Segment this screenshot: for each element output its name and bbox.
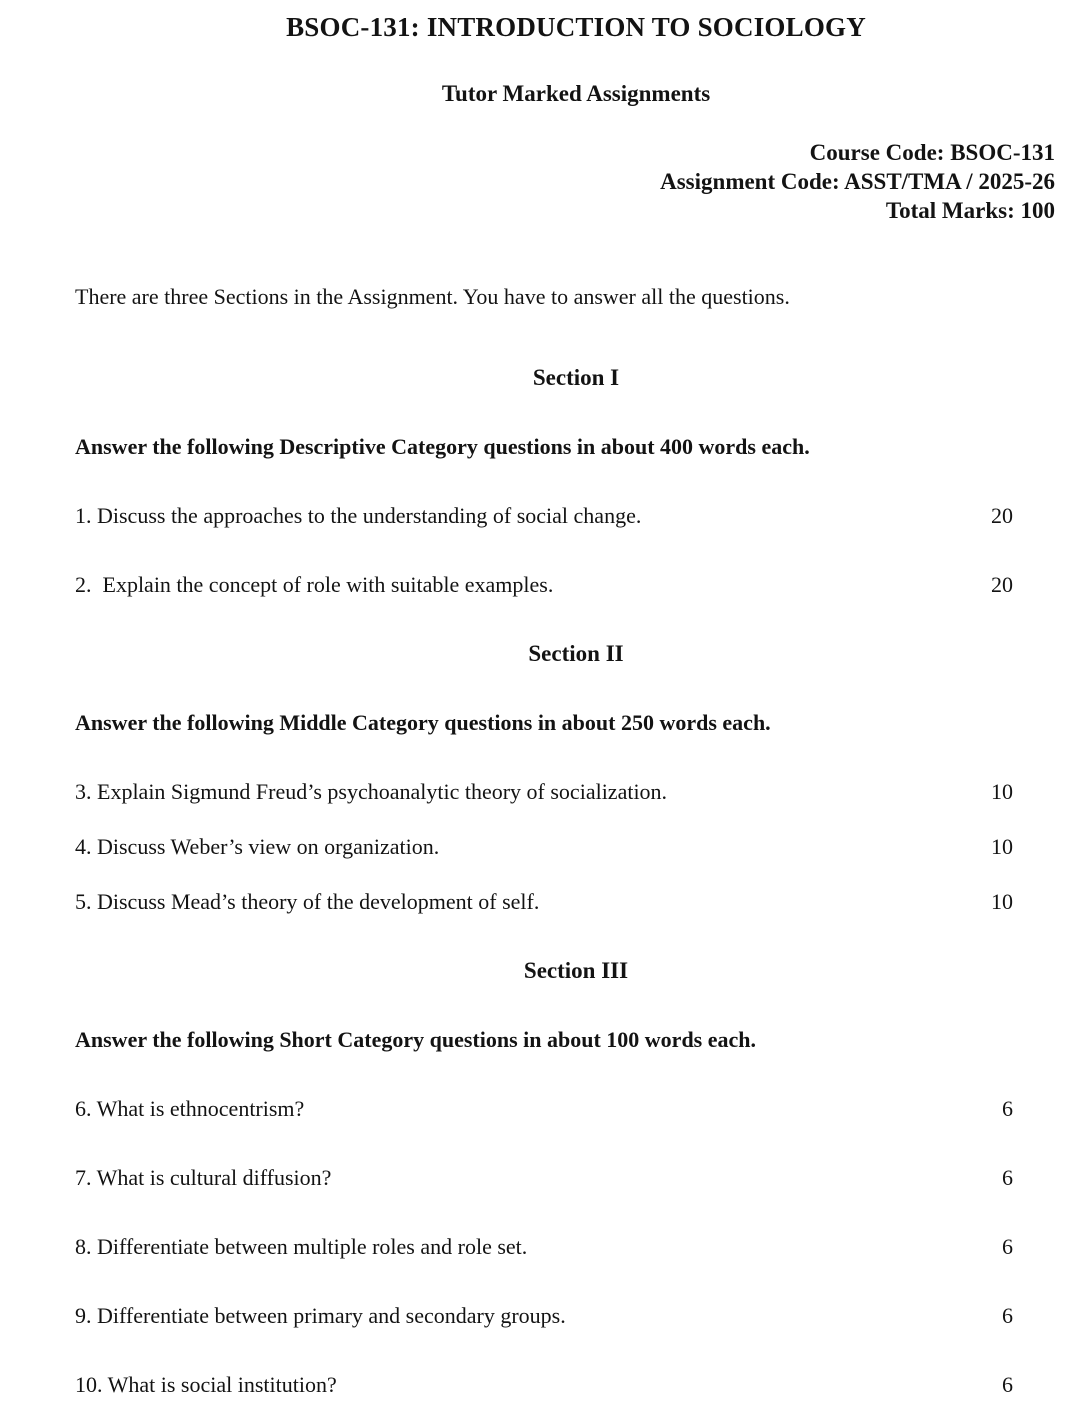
question-marks: 6 [1002,1303,1013,1328]
question-text: 1. Discuss the approaches to the understanding of social change. [75,503,642,528]
question-marks: 20 [991,572,1013,597]
question-row-7 [75,1164,1013,1191]
question-row-6 [75,1095,1013,1122]
section-3-heading: Section III [523,958,629,983]
section-1-heading: Section I [532,365,620,390]
question-row-8 [75,1233,1013,1260]
section-2-heading: Section II [528,641,624,666]
question-row-4 [75,833,1013,860]
question-marks: 20 [991,503,1013,528]
meta-block [75,138,1055,225]
question-row-3 [75,778,1013,805]
document-subtitle: Tutor Marked Assignments [441,81,711,106]
question-marks: 10 [991,889,1013,914]
assignment-code: Assignment Code: ASST/TMA / 2025-26 [660,169,1055,194]
question-row-1 [75,502,1013,529]
question-marks: 10 [991,779,1013,804]
total-marks: Total Marks: 100 [885,198,1055,223]
question-marks: 6 [1002,1096,1013,1121]
question-text: 9. Differentiate between primary and secondary groups. [75,1303,566,1328]
question-text: 7. What is cultural diffusion? [75,1165,332,1190]
question-text: 8. Differentiate between multiple roles and role set. [75,1234,528,1259]
question-row-5 [75,888,1013,915]
question-marks: 6 [1002,1165,1013,1190]
section-2-instruction: Answer the following Middle Category questions in about 250 words each. [75,710,771,735]
question-row-10 [75,1371,1013,1398]
question-text: 10. What is social institution? [75,1372,337,1397]
document-title: BSOC-131: INTRODUCTION TO SOCIOLOGY [286,12,866,42]
question-marks: 6 [1002,1234,1013,1259]
question-text: 6. What is ethnocentrism? [75,1096,305,1121]
question-marks: 6 [1002,1372,1013,1397]
section-1-instruction: Answer the following Descriptive Category questions in about 400 words each. [75,434,810,459]
section-3-instruction: Answer the following Short Category questions in about 100 words each. [75,1027,757,1052]
question-text: 4. Discuss Weber’s view on organization. [75,834,440,859]
question-row-2 [75,571,1013,598]
intro-note: There are three Sections in the Assignment. You have to answer all the questions. [75,284,790,309]
question-marks: 10 [991,834,1013,859]
question-text: 5. Discuss Mead’s theory of the development of self. [75,889,540,914]
course-code: Course Code: BSOC-131 [809,140,1055,165]
question-row-9 [75,1302,1013,1329]
question-text: 2. Explain the concept of role with suitable examples. [75,572,554,597]
question-text: 3. Explain Sigmund Freud’s psychoanalytic theory of socialization. [75,779,668,804]
